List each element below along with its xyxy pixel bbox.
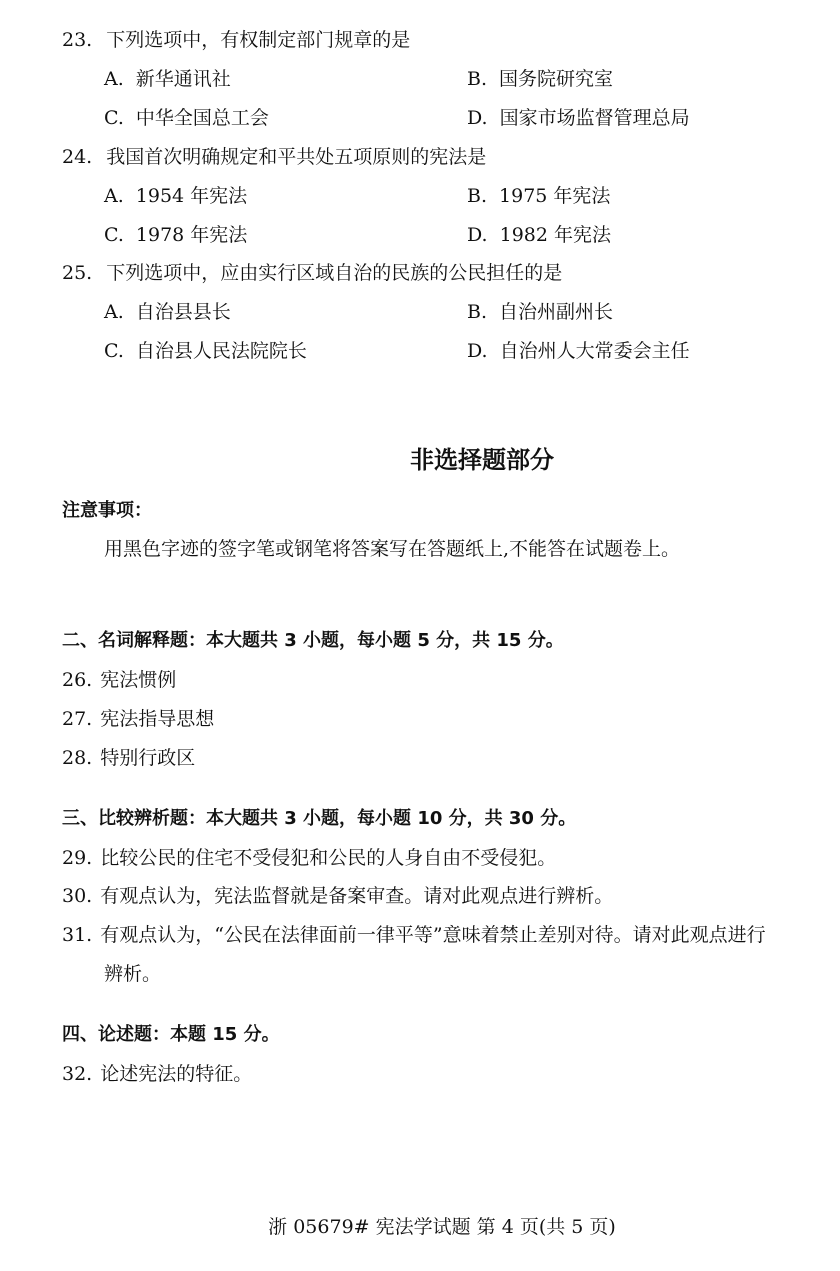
page-footer: 浙 05679# 宪法学试题 第 4 页(共 5 页): [268, 1216, 616, 1238]
question-32: 32. 论述宪法的特征。: [62, 1063, 253, 1085]
question-stem: 下列选项中，有权制定部门规章的是: [106, 29, 411, 51]
question-31: 31. 有观点认为，“公民在法律面前一律平等”意味着禁止差别对待。请对此观点进行: [62, 924, 766, 946]
option-24-a: A. 1954 年宪法: [104, 185, 248, 207]
option-25-c: C. 自治县人民法院院长: [104, 340, 307, 362]
part-title: 非选择题部分: [410, 446, 554, 474]
question-28: 28. 特别行政区: [62, 747, 196, 769]
question-stem: 我国首次明确规定和平共处五项原则的宪法是: [106, 146, 487, 168]
option-24-d: D. 1982 年宪法: [467, 224, 612, 246]
option-23-d: D. 国家市场监督管理总局: [467, 107, 690, 129]
question-26: 26. 宪法惯例: [62, 669, 177, 691]
question-27: 27. 宪法指导思想: [62, 708, 215, 730]
question-number: 24.: [62, 146, 93, 168]
option-23-a: A. 新华通讯社: [104, 68, 231, 90]
option-25-d: D. 自治州人大常委会主任: [467, 340, 690, 362]
question-25: [62, 261, 562, 285]
section-3-heading: 三、比较辨析题：本大题共 3 小题，每小题 10 分，共 30 分。: [62, 808, 577, 829]
question-31-continuation: 辨析。: [104, 963, 162, 985]
option-24-b: B. 1975 年宪法: [467, 185, 611, 207]
question-29: 29. 比较公民的住宅不受侵犯和公民的人身自由不受侵犯。: [62, 847, 557, 869]
option-25-a: A. 自治县县长: [104, 301, 231, 323]
notice-heading: 注意事项：: [62, 500, 152, 521]
section-4-heading: 四、论述题：本题 15 分。: [62, 1024, 280, 1045]
question-23: [62, 28, 410, 52]
question-stem: 下列选项中，应由实行区域自治的民族的公民担任的是: [106, 262, 563, 284]
question-number: 25.: [62, 262, 93, 284]
option-24-c: C. 1978 年宪法: [104, 224, 248, 246]
question-30: 30. 有观点认为，宪法监督就是备案审查。请对此观点进行辨析。: [62, 885, 614, 907]
notice-text: 用黑色字迹的签字笔或钢笔将答案写在答题纸上,不能答在试题卷上。: [104, 538, 681, 560]
option-23-b: B. 国务院研究室: [467, 68, 614, 90]
question-number: 23.: [62, 29, 93, 51]
option-23-c: C. 中华全国总工会: [104, 107, 269, 129]
question-24: [62, 145, 486, 169]
option-25-b: B. 自治州副州长: [467, 301, 614, 323]
section-2-heading: 二、名词解释题：本大题共 3 小题，每小题 5 分，共 15 分。: [62, 630, 564, 651]
